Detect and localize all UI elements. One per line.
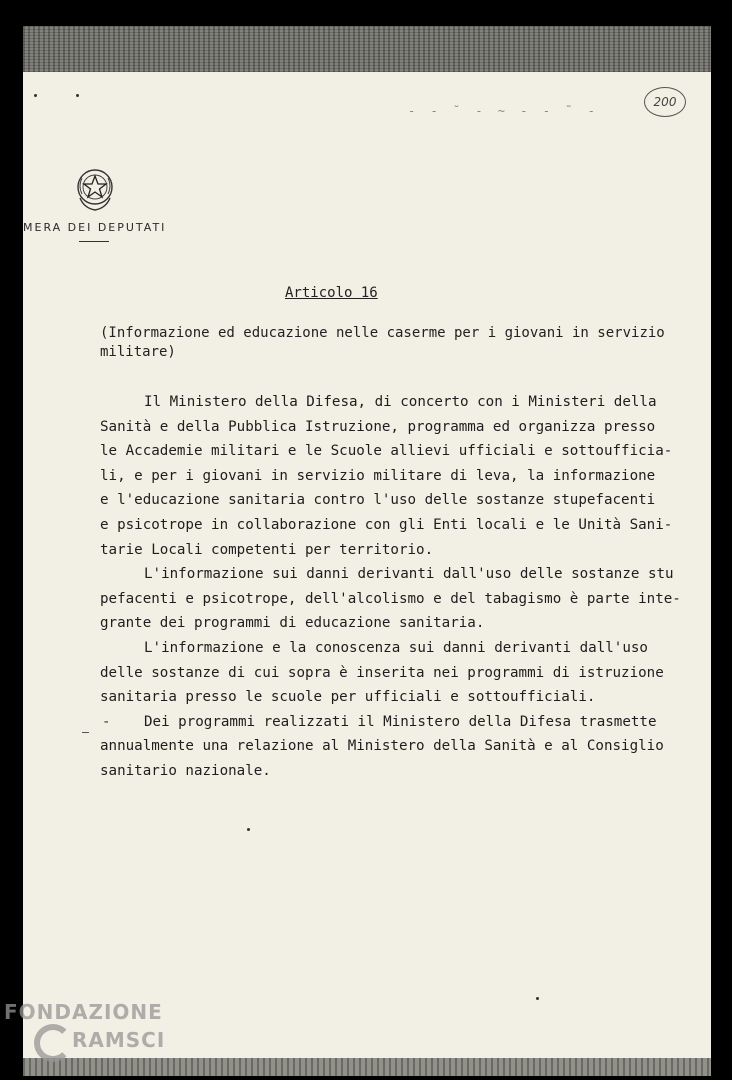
body-line: delle sostanze di cui sopra è inserita nei programmi di istruzione: [100, 664, 664, 681]
faint-marks: - ‐ ˘ ‐ ~ ‐ ‐ ˜ -: [408, 104, 599, 118]
fondazione-gramsci-watermark: [4, 1000, 194, 1070]
margin-mark: [82, 732, 89, 733]
watermark-line-2: RAMSCI: [72, 1028, 166, 1052]
scan-edge-top: [23, 26, 711, 72]
body-line: L'informazione sui danni derivanti dall'uso delle sostanze stu: [144, 566, 674, 583]
body-line: annualmente una relazione al Ministero della Sanità e al Consiglio: [100, 738, 664, 755]
scan-speck: [536, 997, 539, 1000]
article-body: [100, 390, 710, 784]
article-title: Articolo 16: [285, 285, 378, 301]
subtitle-line: militare): [100, 344, 176, 360]
scan-speck: [34, 94, 37, 97]
body-line: pefacenti e psicotrope, dell'alcolismo e del tabagismo è parte inte-: [100, 590, 681, 607]
paragraph-4: [100, 710, 710, 784]
scan-speck: [247, 828, 250, 831]
watermark-line-1: FONDAZIONE: [4, 1000, 163, 1024]
paragraph-1: [100, 390, 710, 562]
page-number-stamp: [644, 87, 686, 117]
body-line: grante dei programmi di educazione sanitaria.: [100, 615, 485, 632]
body-line: li, e per i giovani in servizio militare di leva, la informazione: [100, 467, 656, 484]
italian-emblem-icon: [74, 166, 116, 212]
body-line: Dei programmi realizzati il Ministero della Difesa trasmette: [144, 713, 657, 730]
watermark-g-logo-icon: [34, 1024, 72, 1062]
body-line: sanitaria presso le scuole per ufficiali e sottoufficiali.: [100, 689, 596, 706]
header-rule: [79, 241, 109, 242]
body-line: le Accademie militari e le Scuole allievi ufficiali e sottoufficia-: [100, 443, 673, 460]
chamber-header: MERA DEI DEPUTATI: [23, 221, 167, 234]
body-line: L'informazione e la conoscenza sui danni derivanti dall'uso: [144, 639, 648, 656]
subtitle-line: (Informazione ed educazione nelle caserme per i giovani in servizio: [100, 325, 665, 341]
margin-dash: -: [102, 714, 111, 730]
body-line: e l'educazione sanitaria contro l'uso delle sostanze stupefacenti: [100, 492, 656, 509]
article-subtitle: [100, 324, 700, 362]
body-line: Il Ministero della Difesa, di concerto con i Ministeri della: [144, 394, 657, 410]
paragraph-2: [100, 562, 710, 636]
page-number: 200: [653, 95, 677, 109]
body-line: e psicotrope in collaborazione con gli Enti locali e le Unità Sani-: [100, 516, 673, 533]
body-line: sanitario nazionale.: [100, 762, 271, 779]
body-line: Sanità e della Pubblica Istruzione, programma ed organizza presso: [100, 418, 656, 435]
body-line: tarie Locali competenti per territorio.: [100, 541, 434, 558]
paragraph-3: [100, 636, 710, 710]
scan-speck: [76, 94, 79, 97]
